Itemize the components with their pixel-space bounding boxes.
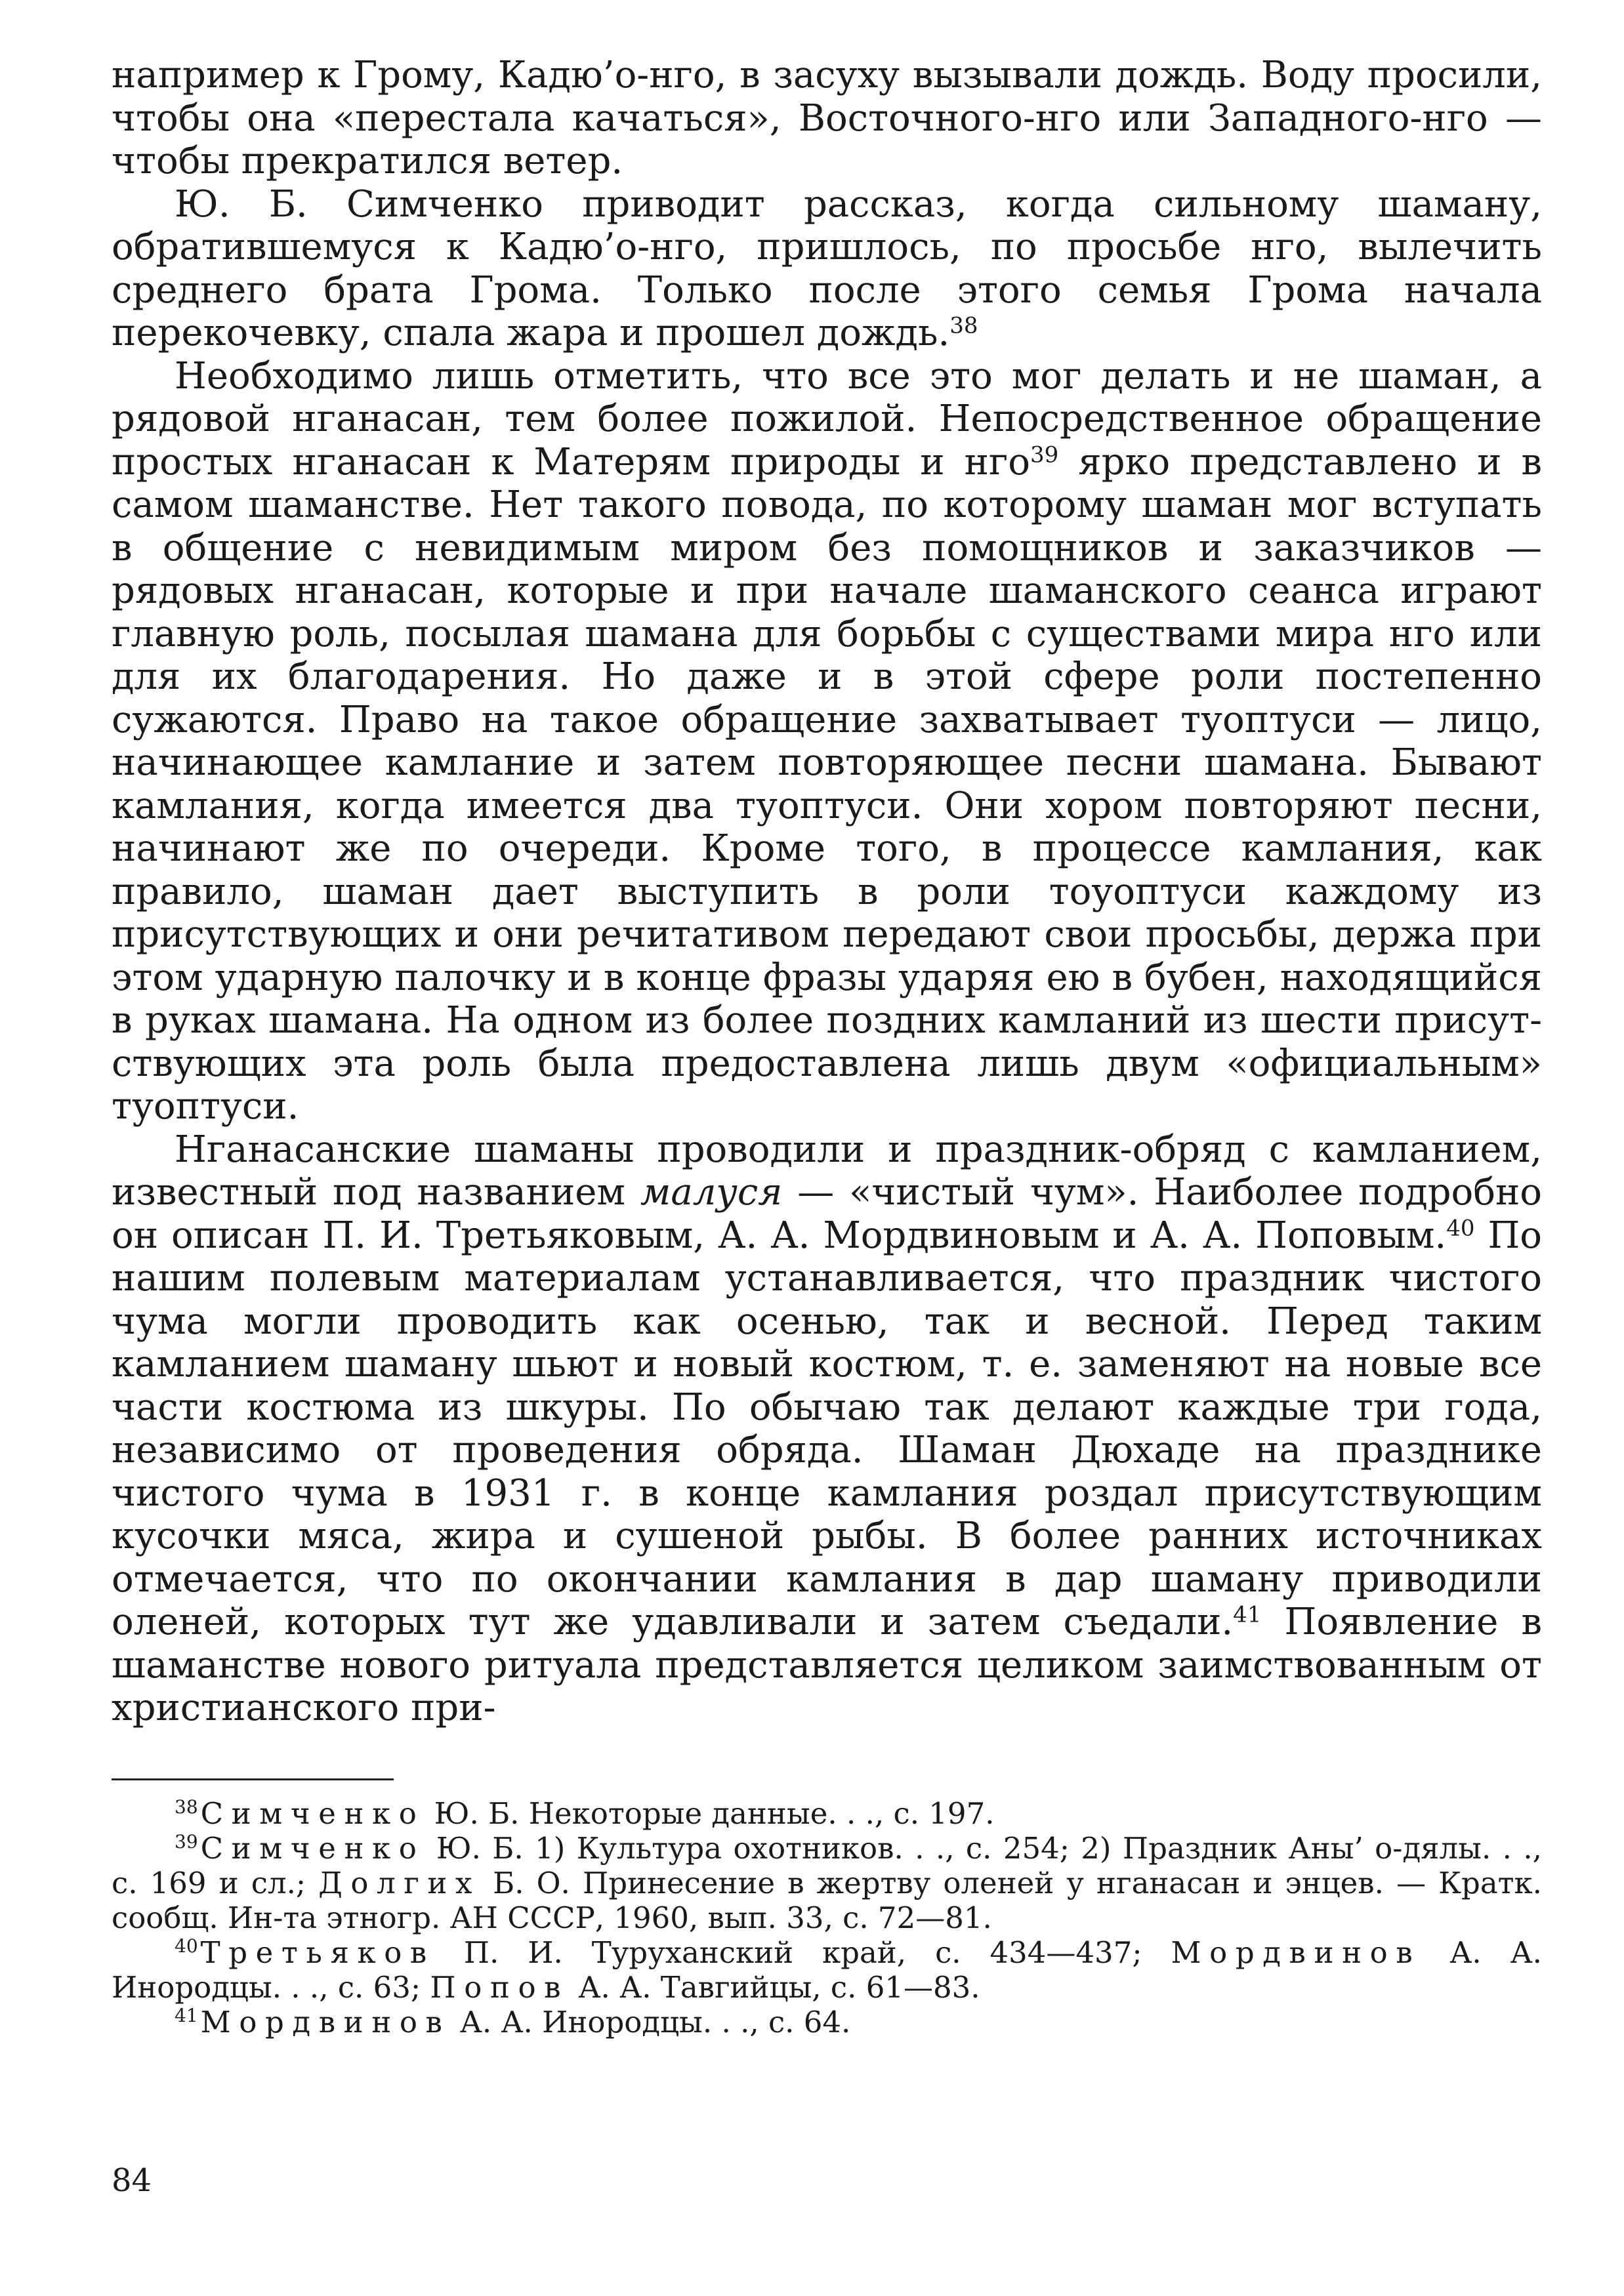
footnote-41 bbox=[112, 2005, 1542, 2040]
paragraph-4-text-d: Появление в шаманстве нового ритуала представляется целиком заимствованным от христианского при- bbox=[112, 1601, 1542, 1729]
book-page bbox=[112, 54, 1542, 2040]
footnote-number: 38 bbox=[175, 1796, 198, 1818]
footnote-ref-41: 41 bbox=[1233, 1601, 1262, 1628]
footnotes bbox=[112, 1796, 1542, 2040]
footnote-text: Ю. Б. 1) Культура охотников. . ., с. 254; 2) Праздник Аны’ о-дялы. . ., с. 169 и сл.; bbox=[112, 1830, 1542, 1900]
paragraph-3-text-a: Необходимо лишь отметить, что все это мог делать и не шаман, а рядовой нганасан, тем более пожилой. Непосредственное обращение простых нганасан к Матерям природы и нго bbox=[112, 354, 1542, 483]
paragraph-4-text-b: — «чистый чум». Наиболее подробно он описан П. И. Третьяковым, А. А. Мордвиновым и А. А. Поповым. bbox=[112, 1171, 1542, 1257]
footnote-number: 39 bbox=[175, 1831, 198, 1853]
footnote-text: Б. О. Принесение в жертву оленей у нганасан и энцев. — Кратк. сообщ. Ин-та этногр. АН СССР, 1960, вып. 33, с. 72—81. bbox=[112, 1865, 1542, 1935]
footnote-number: 40 bbox=[175, 1935, 198, 1958]
paragraph-4-text-a: Нганасанские шаманы проводили и праздник-обряд с камланием, известный под названием bbox=[112, 1128, 1542, 1214]
footnote-divider bbox=[112, 1778, 394, 1780]
paragraph-2 bbox=[112, 183, 1542, 355]
paragraph-2-text: Ю. Б. Симченко приводит рассказ, когда сильному шаману, обратившемуся к Кадю’о-нго, пришлось, по просьбе нго, вылечить среднего брата Грома. Только после этого семья Грома начала перекочевку, спала жара и прошел дождь. bbox=[112, 182, 1542, 354]
paragraph-1 bbox=[112, 54, 1542, 183]
footnote-author: Попов bbox=[430, 1969, 570, 2005]
italic-term: малуся bbox=[640, 1171, 783, 1214]
footnote-40 bbox=[112, 1935, 1542, 2005]
page-number: 84 bbox=[112, 2162, 152, 2199]
footnote-ref-40: 40 bbox=[1446, 1214, 1475, 1241]
main-text bbox=[112, 54, 1542, 1730]
footnote-author: Мордвинов bbox=[200, 2004, 451, 2040]
footnote-text: А. А. Инородцы. . ., с. 64. bbox=[450, 2004, 851, 2040]
footnote-author: Долгих bbox=[318, 1865, 480, 1900]
footnote-author: Мордвинов bbox=[1171, 1935, 1421, 1970]
footnote-author: Симченко bbox=[200, 1830, 425, 1866]
paragraph-4 bbox=[112, 1128, 1542, 1730]
footnote-text: Ю. Б. Некоторые данные. . ., с. 197. bbox=[425, 1795, 995, 1831]
paragraph-1-text: например к Грому, Кадю’о-нго, в засуху вызывали дождь. Воду просили, чтобы она «перестала качаться», Восточного-нго или Западного-нго — чтобы прекратился ветер. bbox=[112, 54, 1542, 182]
footnote-39 bbox=[112, 1831, 1542, 1935]
footnote-number: 41 bbox=[175, 2005, 198, 2027]
footnote-text: А. А. Тавгийцы, с. 61—83. bbox=[569, 1969, 980, 2005]
footnote-text: А. А. Инородцы. . ., с. 63; bbox=[112, 1935, 1542, 2005]
footnote-author: Симченко bbox=[200, 1795, 425, 1831]
paragraph-3-text-b: ярко представлено и в самом шаманстве. Нет такого повода, по которому шаман мог вступать в общение с невидимым миром без помощников и заказчиков — рядовых нганасан, которые и при начале шаманского сеанса играют главную роль, посылая шамана для борьбы с существами мира нго или для их благодарения. Но даже и в этой сфере роли постепенно сужаются. Право на такое обращение захватывает туоптуси — лицо, начинающее камлание и затем повторяющее песни шамана. Бывают камлания, когда имеется два туоптуси. Они хором повторяют песни, начинают же по очереди. Кроме того, в процессе камлания, как правило, шаман дает выступить в роли тоуоптуси каждому из присутствующих и они речитативом передают свои просьбы, держа при этом ударную палочку и в конце фразы ударяя ею в бубен, находящийся в руках шамана. На одном из более поздних камланий из шести присутствующих эта роль была предоставлена лишь двум «официальным» туоптуси. bbox=[112, 440, 1543, 1128]
paragraph-3 bbox=[112, 355, 1542, 1128]
footnote-ref-39: 39 bbox=[1030, 441, 1059, 468]
paragraph-4-text-c: По нашим полевым материалам устанавливается, что праздник чистого чума могли проводить как осенью, так и весной. Перед таким камланием шаману шьют и новый костюм, т. е. заменяют на новые все части костюма из шкуры. По обычаю так делают каждые три года, независимо от проведения обряда. Шаман Дюхаде на празднике чистого чума в 1931 г. в конце камлания роздал присутствующим кусочки мяса, жира и сушеной рыбы. В более ранних источниках отмечается, что по окончании камлания в дар шаману приводили оленей, которых тут же удавливали и затем съедали. bbox=[112, 1214, 1543, 1643]
footnote-38 bbox=[112, 1796, 1542, 1831]
footnote-ref-38: 38 bbox=[949, 312, 978, 339]
footnote-author: Третьяков bbox=[200, 1935, 435, 1970]
footnote-text: П. И. Туруханский край, с. 434—437; bbox=[434, 1935, 1171, 1970]
